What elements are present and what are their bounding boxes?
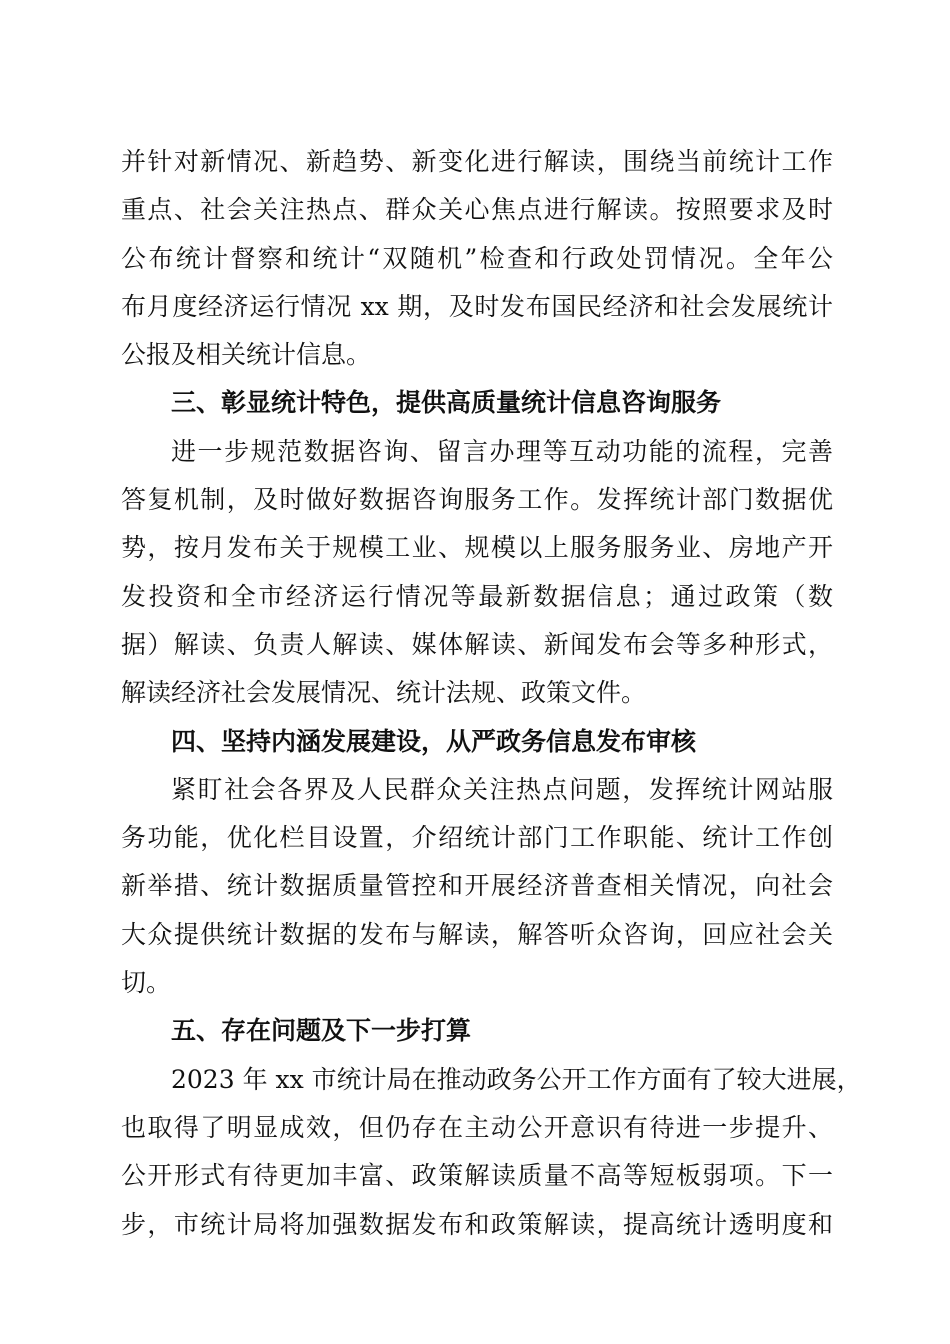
text-line: 切。 — [121, 968, 172, 998]
text-line: 2023 年 xx 市统计局在推动政务公开工作方面有了较大进展， — [171, 1064, 862, 1094]
section-3-paragraph — [121, 428, 833, 718]
section-heading-4: 四、坚持内涵发展建设，从严政务信息发布审核 — [171, 726, 697, 756]
text-line: 发投资和全市经济运行情况等最新数据信息；通过政策（数 — [121, 581, 833, 611]
text-line: 公布统计督察和统计“双随机”检查和行政处罚情况。全年公 — [121, 243, 833, 273]
text-line: 新举措、统计数据质量管控和开展经济普查相关情况，向社会 — [121, 871, 833, 901]
document-page — [121, 138, 862, 1249]
text-line: 据）解读、负责人解读、媒体解读、新闻发布会等多种形式， — [121, 629, 833, 659]
text-line: 公报及相关统计信息。 — [121, 340, 372, 370]
section-heading-5: 五、存在问题及下一步打算 — [171, 1016, 472, 1046]
text-line: 公开形式有待更加丰富、政策解读质量不高等短板弱项。下一 — [121, 1161, 833, 1191]
text-line: 解读经济社会发展情况、统计法规、政策文件。 — [121, 678, 647, 708]
text-line: 并针对新情况、新趋势、新变化进行解读，围绕当前统计工作 — [121, 147, 833, 176]
text-line: 紧盯社会各界及人民群众关注热点问题，发挥统计网站服 — [171, 774, 833, 804]
text-line: 务功能，优化栏目设置，介绍统计部门工作职能、统计工作创 — [121, 823, 833, 853]
text-line: 步，市统计局将加强数据发布和政策解读，提高统计透明度和 — [121, 1209, 833, 1239]
page-bottom-margin — [0, 1204, 950, 1344]
text-line: 进一步规范数据咨询、留言办理等互动功能的流程，完善 — [171, 436, 833, 466]
text-line: 势，按月发布关于规模工业、规模以上服务服务业、房地产开 — [121, 533, 833, 563]
text-line: 也取得了明显成效，但仍存在主动公开意识有待进一步提升、 — [121, 1112, 833, 1142]
text-line: 布月度经济运行情况 xx 期，及时发布国民经济和社会发展统计 — [121, 291, 833, 321]
text-line: 答复机制，及时做好数据咨询服务工作。发挥统计部门数据优 — [121, 485, 833, 515]
intro-paragraph — [121, 138, 833, 379]
text-line: 重点、社会关注热点、群众关心焦点进行解读。按照要求及时 — [121, 195, 833, 225]
text-line: 大众提供统计数据的发布与解读，解答听众咨询，回应社会关 — [121, 919, 833, 949]
section-4-paragraph — [121, 766, 833, 1007]
section-heading-3: 三、彰显统计特色，提供高质量统计信息咨询服务 — [171, 388, 722, 418]
